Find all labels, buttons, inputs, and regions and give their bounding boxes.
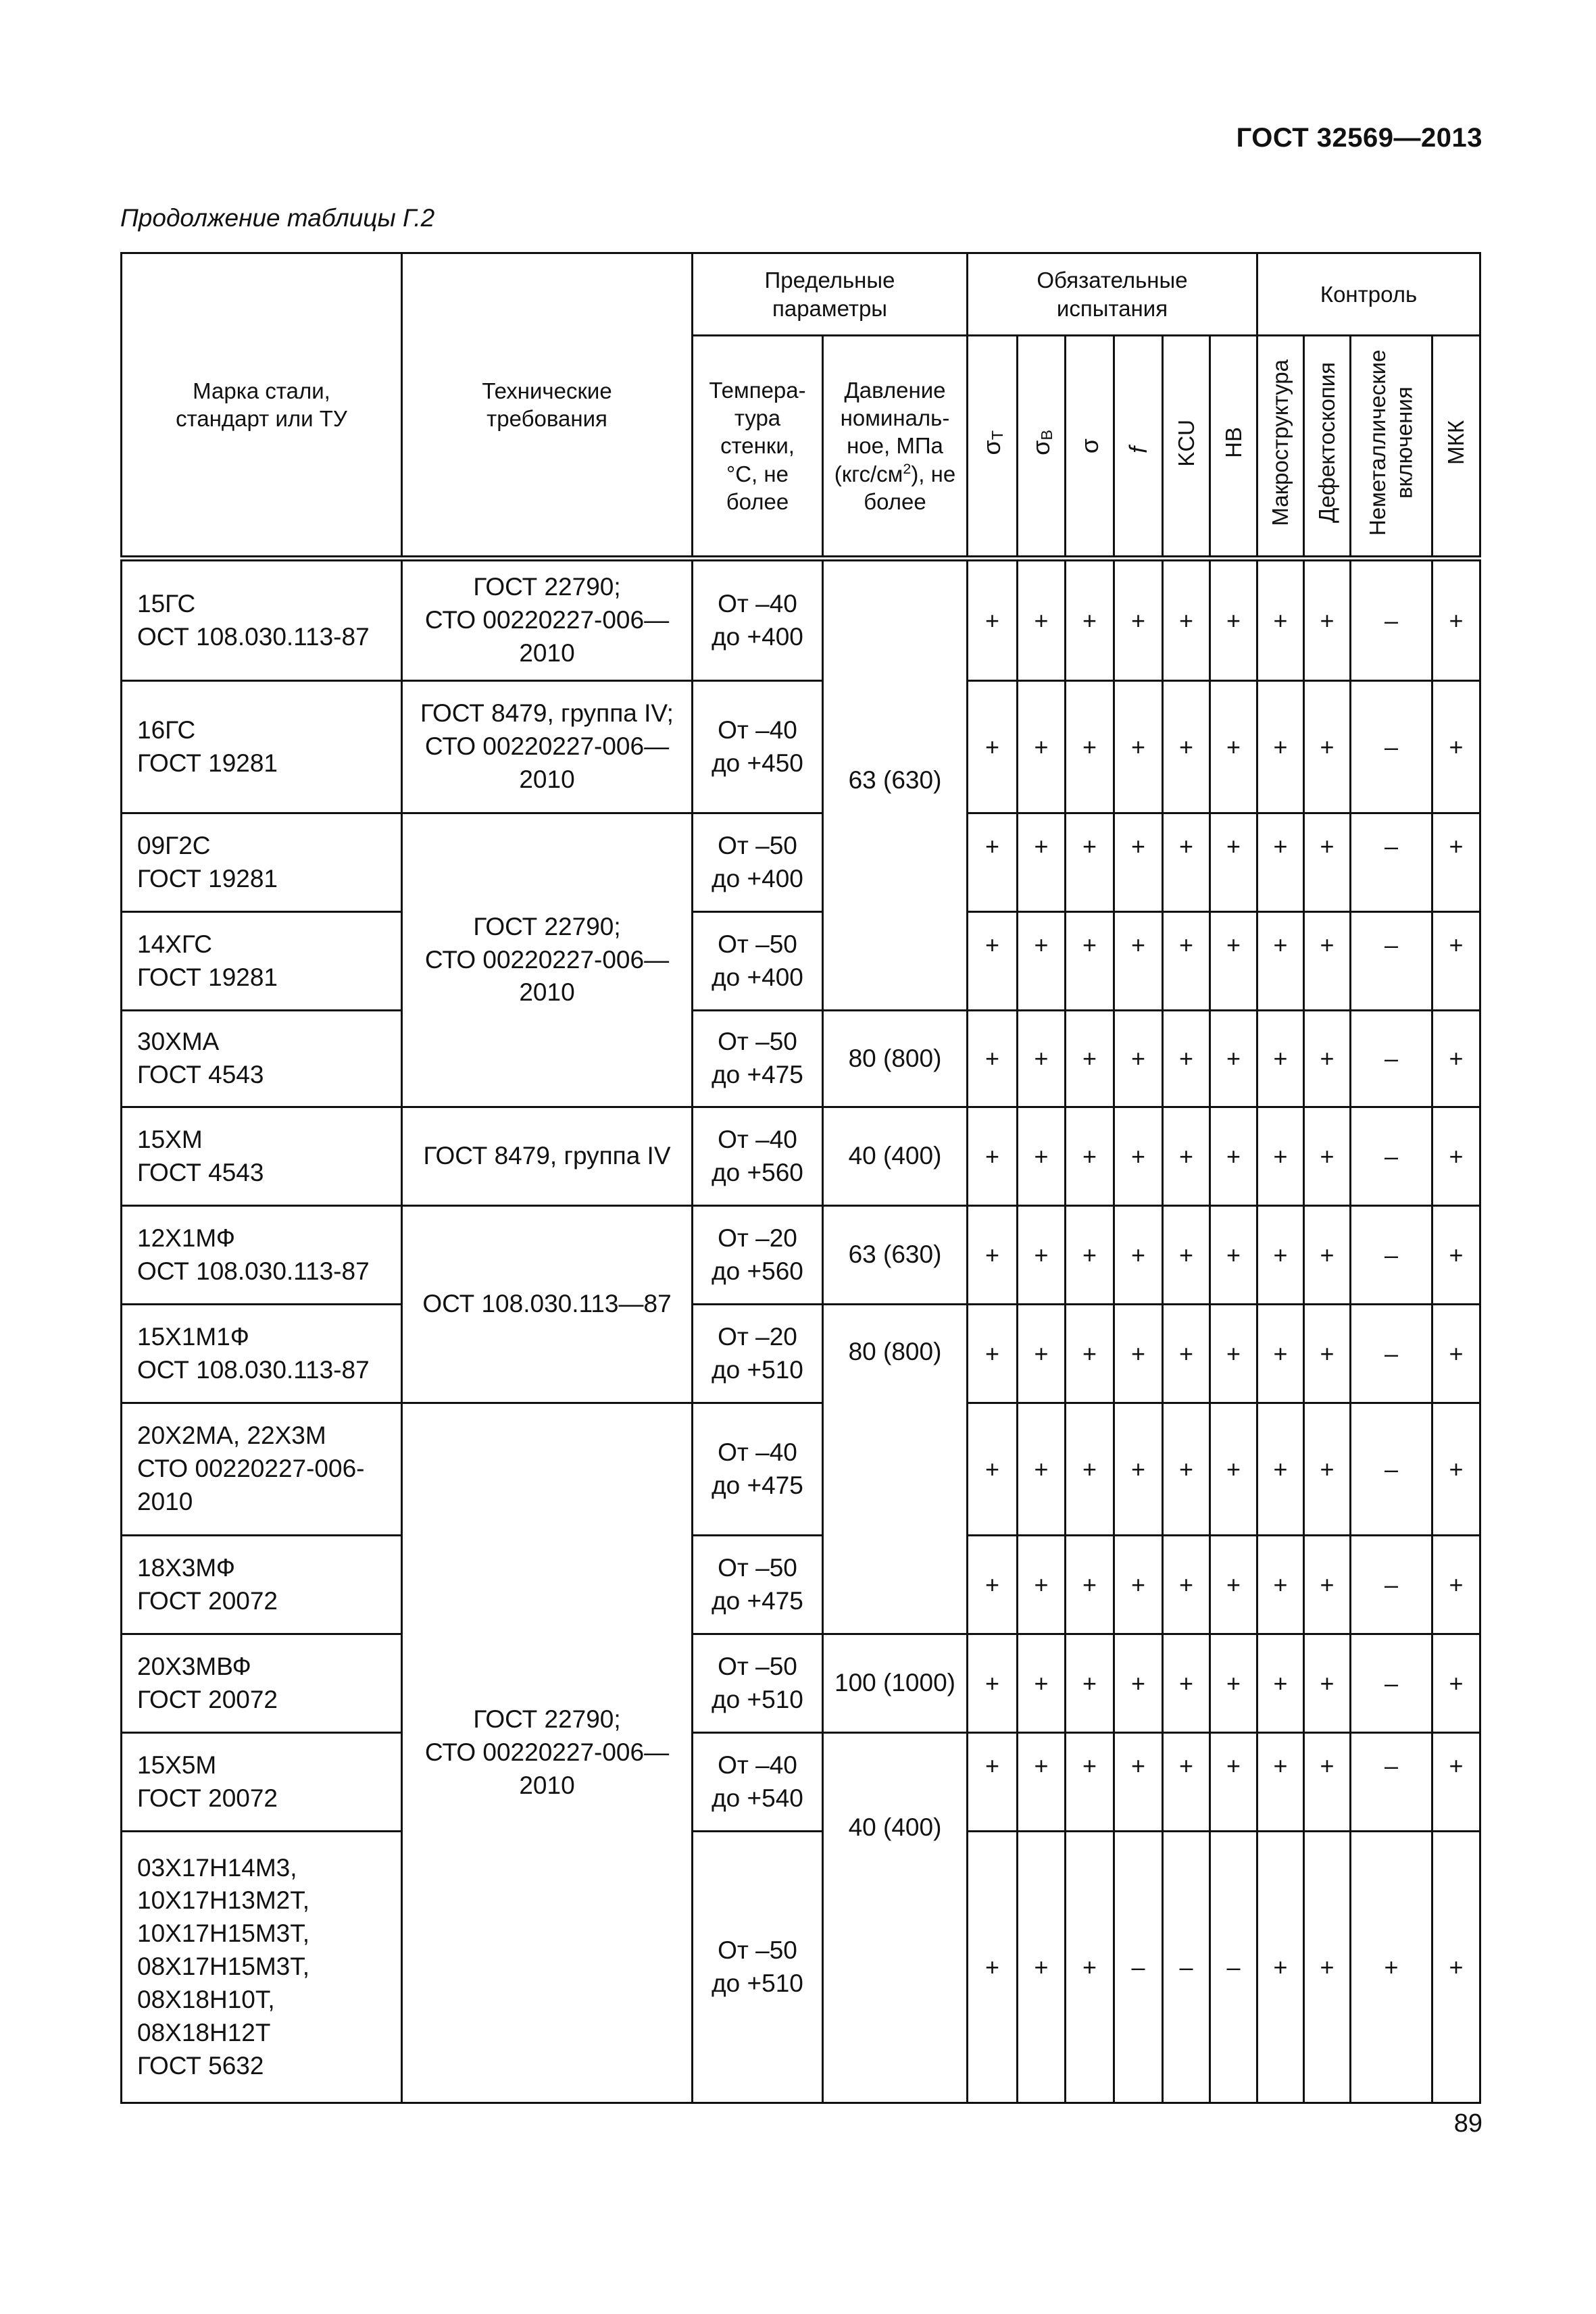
nonmetal-label: Неметаллические включения bbox=[1365, 349, 1418, 536]
cell-pressure: 63 (630) bbox=[823, 1206, 968, 1305]
cell-pressure: 100 (1000) bbox=[823, 1634, 968, 1733]
cell-mark: + bbox=[1210, 813, 1257, 912]
cell-requirements: ГОСТ 22790; СТО 00220227-006— 2010 bbox=[402, 1403, 693, 2103]
cell-mark: + bbox=[1432, 1634, 1480, 1733]
cell-mark: + bbox=[1066, 1107, 1114, 1206]
cell-mark: + bbox=[1114, 681, 1163, 813]
cell-mark: + bbox=[1018, 1733, 1066, 1832]
cell-mark: + bbox=[968, 1206, 1018, 1305]
header-pressure-b: ), не более bbox=[864, 461, 956, 514]
kcu-label: KCU bbox=[1173, 419, 1199, 467]
sigma-t-symbol: σ bbox=[978, 440, 1006, 455]
cell-mark: + bbox=[1066, 559, 1114, 681]
header-hb bbox=[1210, 336, 1257, 559]
hb-label: HB bbox=[1220, 427, 1246, 459]
cell-mark: + bbox=[1257, 1634, 1304, 1733]
steel-grades-table bbox=[120, 252, 1481, 2104]
cell-mark: + bbox=[1114, 1305, 1163, 1403]
cell-mark: – bbox=[1351, 1107, 1432, 1206]
table-row bbox=[122, 1305, 1480, 1403]
cell-mark: + bbox=[1066, 1403, 1114, 1536]
f-symbol: f bbox=[1124, 447, 1152, 454]
cell-mark: + bbox=[1210, 1107, 1257, 1206]
cell-mark: – bbox=[1351, 681, 1432, 813]
table-row bbox=[122, 1733, 1480, 1832]
table-row bbox=[122, 1206, 1480, 1305]
cell-mark: – bbox=[1351, 1634, 1432, 1733]
cell-temperature: От –50 до +475 bbox=[693, 1011, 823, 1107]
cell-temperature: От –40 до +400 bbox=[693, 559, 823, 681]
cell-mark: + bbox=[1066, 1011, 1114, 1107]
cell-pressure: 63 (630) bbox=[823, 559, 968, 1011]
cell-mark: + bbox=[1257, 813, 1304, 912]
cell-mark: + bbox=[1210, 1305, 1257, 1403]
cell-mark: – bbox=[1351, 559, 1432, 681]
sigma-b-sub: В bbox=[1038, 430, 1056, 441]
header-pressure-sup: 2 bbox=[903, 460, 912, 477]
cell-pressure: 40 (400) bbox=[823, 1107, 968, 1206]
cell-mark: – bbox=[1351, 813, 1432, 912]
cell-grade: 15ХМ ГОСТ 4543 bbox=[122, 1107, 402, 1206]
cell-requirements: ГОСТ 8479, группа IV; СТО 00220227-006— 2010 bbox=[402, 681, 693, 813]
table-row bbox=[122, 1403, 1480, 1536]
cell-mark: + bbox=[1163, 1536, 1210, 1634]
cell-mark: + bbox=[1432, 1107, 1480, 1206]
cell-mark: + bbox=[1432, 1011, 1480, 1107]
cell-mark: + bbox=[968, 1634, 1018, 1733]
cell-mark: + bbox=[1066, 1634, 1114, 1733]
cell-mark: + bbox=[1163, 1733, 1210, 1832]
cell-mark: + bbox=[1210, 559, 1257, 681]
cell-mark: + bbox=[1210, 1011, 1257, 1107]
cell-mark: + bbox=[1257, 912, 1304, 1011]
cell-mark: + bbox=[1432, 1832, 1480, 2103]
cell-mark: + bbox=[968, 1011, 1018, 1107]
cell-mark: + bbox=[1257, 1403, 1304, 1536]
cell-temperature: От –50 до +400 bbox=[693, 912, 823, 1011]
cell-temperature: От –40 до +560 bbox=[693, 1107, 823, 1206]
cell-mark: + bbox=[1304, 1536, 1351, 1634]
cell-temperature: От –50 до +510 bbox=[693, 1634, 823, 1733]
cell-mark: + bbox=[968, 912, 1018, 1011]
cell-mark: + bbox=[1432, 1305, 1480, 1403]
cell-mark: + bbox=[1066, 1536, 1114, 1634]
header-tests: Обязательные испытания bbox=[968, 253, 1257, 336]
cell-pressure: 80 (800) bbox=[823, 1011, 968, 1107]
cell-mark: + bbox=[1163, 1403, 1210, 1536]
table-row bbox=[122, 1634, 1480, 1733]
cell-pressure: 80 (800) bbox=[823, 1305, 968, 1634]
header-temperature: Темпера-тура стенки, °С, не более bbox=[693, 336, 823, 559]
cell-mark: + bbox=[1018, 1206, 1066, 1305]
cell-mark: + bbox=[1163, 559, 1210, 681]
cell-mark: + bbox=[968, 1733, 1018, 1832]
cell-mark: + bbox=[1210, 912, 1257, 1011]
macro-label: Макроструктура bbox=[1268, 359, 1293, 526]
cell-grade: 20Х2МА, 22Х3М СТО 00220227-006- 2010 bbox=[122, 1403, 402, 1536]
header-pressure bbox=[823, 336, 968, 559]
cell-mark: + bbox=[1114, 1403, 1163, 1536]
header-sigma-b bbox=[1018, 336, 1066, 559]
header-defect bbox=[1304, 336, 1351, 559]
cell-mark: + bbox=[1432, 813, 1480, 912]
cell-mark: + bbox=[968, 1832, 1018, 2103]
cell-mark: + bbox=[1257, 1536, 1304, 1634]
standard-designation: ГОСТ 32569—2013 bbox=[1236, 123, 1482, 153]
cell-requirements: ГОСТ 22790; СТО 00220227-006— 2010 bbox=[402, 813, 693, 1107]
cell-grade: 15Х5М ГОСТ 20072 bbox=[122, 1733, 402, 1832]
cell-mark: + bbox=[1351, 1832, 1432, 2103]
cell-mark: + bbox=[1210, 1403, 1257, 1536]
cell-mark: + bbox=[1066, 1206, 1114, 1305]
cell-grade: 14ХГС ГОСТ 19281 bbox=[122, 912, 402, 1011]
header-limits: Предельные параметры bbox=[693, 253, 968, 336]
cell-grade: 15ГС ОСТ 108.030.113-87 bbox=[122, 559, 402, 681]
cell-mark: + bbox=[1163, 1107, 1210, 1206]
table-caption: Продолжение таблицы Г.2 bbox=[120, 204, 435, 232]
cell-mark: + bbox=[1018, 1832, 1066, 2103]
cell-mark: + bbox=[1114, 912, 1163, 1011]
cell-mark: + bbox=[1304, 912, 1351, 1011]
cell-grade: 16ГС ГОСТ 19281 bbox=[122, 681, 402, 813]
page-number: 89 bbox=[1453, 2109, 1482, 2138]
cell-temperature: От –20 до +510 bbox=[693, 1305, 823, 1403]
header-kcu bbox=[1163, 336, 1210, 559]
cell-mark: – bbox=[1351, 912, 1432, 1011]
cell-pressure: 40 (400) bbox=[823, 1733, 968, 2103]
cell-mark: + bbox=[1163, 813, 1210, 912]
cell-grade: 09Г2С ГОСТ 19281 bbox=[122, 813, 402, 912]
mkk-label: МКК bbox=[1443, 420, 1469, 466]
cell-mark: + bbox=[1432, 1206, 1480, 1305]
table-row bbox=[122, 1536, 1480, 1634]
cell-mark: – bbox=[1351, 1733, 1432, 1832]
cell-temperature: От –40 до +540 bbox=[693, 1733, 823, 1832]
cell-mark: + bbox=[968, 681, 1018, 813]
cell-mark: – bbox=[1163, 1832, 1210, 2103]
cell-mark: + bbox=[968, 1305, 1018, 1403]
cell-temperature: От –20 до +560 bbox=[693, 1206, 823, 1305]
cell-mark: + bbox=[1066, 681, 1114, 813]
sigma-t-sub: Т bbox=[989, 430, 1007, 441]
cell-mark: + bbox=[1114, 559, 1163, 681]
cell-temperature: От –50 до +510 bbox=[693, 1832, 823, 2103]
cell-mark: + bbox=[1304, 1206, 1351, 1305]
cell-mark: + bbox=[968, 813, 1018, 912]
cell-mark: + bbox=[1114, 1206, 1163, 1305]
cell-grade: 30ХМА ГОСТ 4543 bbox=[122, 1011, 402, 1107]
cell-mark: + bbox=[968, 1107, 1018, 1206]
cell-mark: + bbox=[1163, 1634, 1210, 1733]
table-row bbox=[122, 1107, 1480, 1206]
cell-mark: + bbox=[1304, 1832, 1351, 2103]
cell-mark: + bbox=[1114, 1107, 1163, 1206]
header-mkk bbox=[1432, 336, 1480, 559]
cell-grade: 12Х1МФ ОСТ 108.030.113-87 bbox=[122, 1206, 402, 1305]
header-f bbox=[1114, 336, 1163, 559]
cell-mark: + bbox=[1018, 1403, 1066, 1536]
table-row bbox=[122, 912, 1480, 1011]
cell-mark: + bbox=[1304, 1733, 1351, 1832]
cell-mark: + bbox=[1304, 1305, 1351, 1403]
sigma-b-symbol: σ bbox=[1026, 441, 1055, 456]
cell-mark: + bbox=[1114, 1011, 1163, 1107]
cell-temperature: От –50 до +475 bbox=[693, 1536, 823, 1634]
cell-mark: + bbox=[1066, 912, 1114, 1011]
header-grade: Марка стали, стандарт или ТУ bbox=[122, 253, 402, 559]
cell-mark: + bbox=[1304, 1107, 1351, 1206]
table-row bbox=[122, 813, 1480, 912]
cell-mark: + bbox=[1257, 1832, 1304, 2103]
cell-mark: + bbox=[1257, 681, 1304, 813]
header-pressure-a: Давление номиналь-ное, МПа (кгс/см bbox=[834, 377, 950, 486]
cell-mark: + bbox=[1018, 1011, 1066, 1107]
cell-mark: + bbox=[1257, 1011, 1304, 1107]
cell-mark: + bbox=[1018, 1305, 1066, 1403]
cell-mark: + bbox=[1018, 912, 1066, 1011]
header-nonmetal bbox=[1351, 336, 1432, 559]
cell-mark: + bbox=[1018, 1107, 1066, 1206]
cell-mark: + bbox=[1210, 1733, 1257, 1832]
cell-mark: + bbox=[1304, 1634, 1351, 1733]
cell-mark: – bbox=[1210, 1832, 1257, 2103]
cell-mark: + bbox=[1018, 559, 1066, 681]
sigma-symbol: σ bbox=[1075, 438, 1103, 454]
cell-mark: + bbox=[1257, 1733, 1304, 1832]
cell-mark: + bbox=[1432, 912, 1480, 1011]
cell-grade: 18Х3МФ ГОСТ 20072 bbox=[122, 1536, 402, 1634]
cell-mark: + bbox=[1304, 681, 1351, 813]
cell-mark: + bbox=[1018, 681, 1066, 813]
cell-mark: + bbox=[1432, 1403, 1480, 1536]
cell-mark: + bbox=[1304, 1011, 1351, 1107]
header-requirements: Технические требования bbox=[402, 253, 693, 559]
cell-mark: + bbox=[1257, 1107, 1304, 1206]
cell-mark: + bbox=[1210, 1536, 1257, 1634]
table-row bbox=[122, 1011, 1480, 1107]
cell-requirements: ГОСТ 22790; СТО 00220227-006— 2010 bbox=[402, 559, 693, 681]
cell-mark: – bbox=[1351, 1206, 1432, 1305]
cell-temperature: От –40 до +450 bbox=[693, 681, 823, 813]
cell-mark: + bbox=[1432, 681, 1480, 813]
cell-mark: – bbox=[1114, 1832, 1163, 2103]
header-macro bbox=[1257, 336, 1304, 559]
cell-mark: – bbox=[1351, 1536, 1432, 1634]
cell-mark: + bbox=[1210, 681, 1257, 813]
cell-mark: + bbox=[1304, 1403, 1351, 1536]
cell-mark: + bbox=[1257, 1206, 1304, 1305]
cell-grade: 15Х1М1Ф ОСТ 108.030.113-87 bbox=[122, 1305, 402, 1403]
cell-requirements: ГОСТ 8479, группа IV bbox=[402, 1107, 693, 1206]
cell-mark: + bbox=[1304, 559, 1351, 681]
cell-mark: + bbox=[1432, 1536, 1480, 1634]
cell-mark: + bbox=[1114, 1733, 1163, 1832]
cell-mark: + bbox=[1018, 1634, 1066, 1733]
cell-requirements: ОСТ 108.030.113—87 bbox=[402, 1206, 693, 1403]
cell-temperature: От –40 до +475 bbox=[693, 1403, 823, 1536]
cell-mark: + bbox=[1066, 1832, 1114, 2103]
cell-mark: + bbox=[1114, 813, 1163, 912]
table-row bbox=[122, 1832, 1480, 2103]
cell-mark: – bbox=[1351, 1305, 1432, 1403]
cell-mark: + bbox=[1257, 559, 1304, 681]
cell-mark: – bbox=[1351, 1011, 1432, 1107]
cell-mark: + bbox=[1210, 1206, 1257, 1305]
cell-mark: + bbox=[1018, 1536, 1066, 1634]
cell-mark: + bbox=[1163, 1206, 1210, 1305]
cell-mark: + bbox=[1114, 1634, 1163, 1733]
cell-mark: + bbox=[1114, 1536, 1163, 1634]
cell-grade: 03Х17Н14М3, 10Х17Н13М2Т, 10Х17Н15М3Т, 08Х17Н15М3Т, 08Х18Н10Т, 08Х18Н12Т ГОСТ 5632 bbox=[122, 1832, 402, 2103]
cell-mark: + bbox=[1210, 1634, 1257, 1733]
cell-mark: + bbox=[968, 1403, 1018, 1536]
header-sigma-t bbox=[968, 336, 1018, 559]
table-row bbox=[122, 559, 1480, 681]
table-row bbox=[122, 681, 1480, 813]
cell-mark: + bbox=[1018, 813, 1066, 912]
cell-mark: + bbox=[1432, 1733, 1480, 1832]
header-sigma bbox=[1066, 336, 1114, 559]
cell-mark: + bbox=[968, 1536, 1018, 1634]
cell-mark: + bbox=[1304, 813, 1351, 912]
cell-mark: + bbox=[968, 559, 1018, 681]
cell-temperature: От –50 до +400 bbox=[693, 813, 823, 912]
header-control: Контроль bbox=[1257, 253, 1480, 336]
cell-mark: + bbox=[1066, 1305, 1114, 1403]
cell-mark: + bbox=[1163, 681, 1210, 813]
cell-mark: + bbox=[1066, 1733, 1114, 1832]
cell-mark: – bbox=[1351, 1403, 1432, 1536]
defect-label: Дефектоскопия bbox=[1314, 362, 1340, 524]
cell-mark: + bbox=[1163, 912, 1210, 1011]
cell-mark: + bbox=[1163, 1305, 1210, 1403]
cell-mark: + bbox=[1257, 1305, 1304, 1403]
cell-grade: 20Х3МВФ ГОСТ 20072 bbox=[122, 1634, 402, 1733]
cell-mark: + bbox=[1066, 813, 1114, 912]
cell-mark: + bbox=[1432, 559, 1480, 681]
cell-mark: + bbox=[1163, 1011, 1210, 1107]
